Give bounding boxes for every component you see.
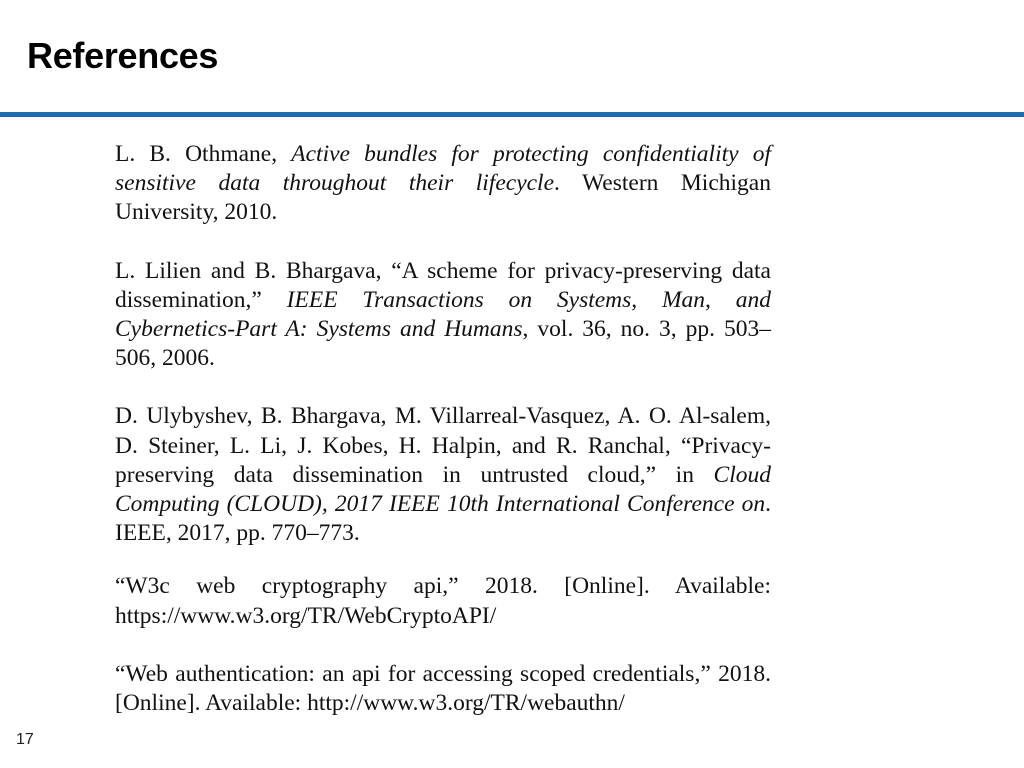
reference-item: [115, 140, 771, 228]
reference-authors-title: L. Lilien and B. Bhargava, “A scheme for privacy-preserving data dissemination,”: [115, 257, 771, 313]
reference-item: [115, 572, 771, 630]
reference-url[interactable]: http://www.w3.org/TR/webauthn/: [307, 690, 625, 717]
page-number: 17: [16, 731, 34, 748]
reference-text: “W3c web cryptography api,” 2018. [Online]. Available:: [115, 573, 771, 600]
references-list: [115, 140, 771, 718]
reference-details: , vol. 36, no. 3, pp. 503–506, 2006.: [115, 316, 772, 372]
reference-authors: L. B. Othmane,: [115, 141, 292, 167]
reference-item: [115, 257, 771, 374]
reference-details: . IEEE, 2017, pp. 770–773.: [115, 491, 771, 547]
title-divider: [0, 112, 1024, 117]
reference-item: [115, 402, 771, 548]
reference-authors-title: D. Ulybyshev, B. Bhargava, M. Villarreal-Vasquez, A. O. Al-salem, D. Steiner, L. Li, J. Kobes, H. Halpin, and R. Ranchal, “Privacy-preserving data dissemination in untrusted cloud,” in: [115, 403, 771, 488]
reference-text: “Web authentication: an api for accessing scoped credentials,” 2018. [Online]. Available:: [115, 660, 771, 717]
reference-details: . Western Michigan University, 2010.: [115, 170, 771, 226]
reference-venue: IEEE Transactions on Systems, Man, and Cybernetics-Part A: Systems and Humans: [115, 286, 771, 343]
reference-venue: Cloud Computing (CLOUD), 2017 IEEE 10th International Conference on: [115, 461, 771, 518]
slide-title: References: [27, 35, 219, 76]
reference-url[interactable]: https://www.w3.org/TR/WebCryptoAPI/: [115, 602, 497, 629]
reference-title: Active bundles for protecting confidentiality of sensitive data throughout their lifecycle: [115, 141, 772, 197]
reference-item: [115, 660, 771, 718]
